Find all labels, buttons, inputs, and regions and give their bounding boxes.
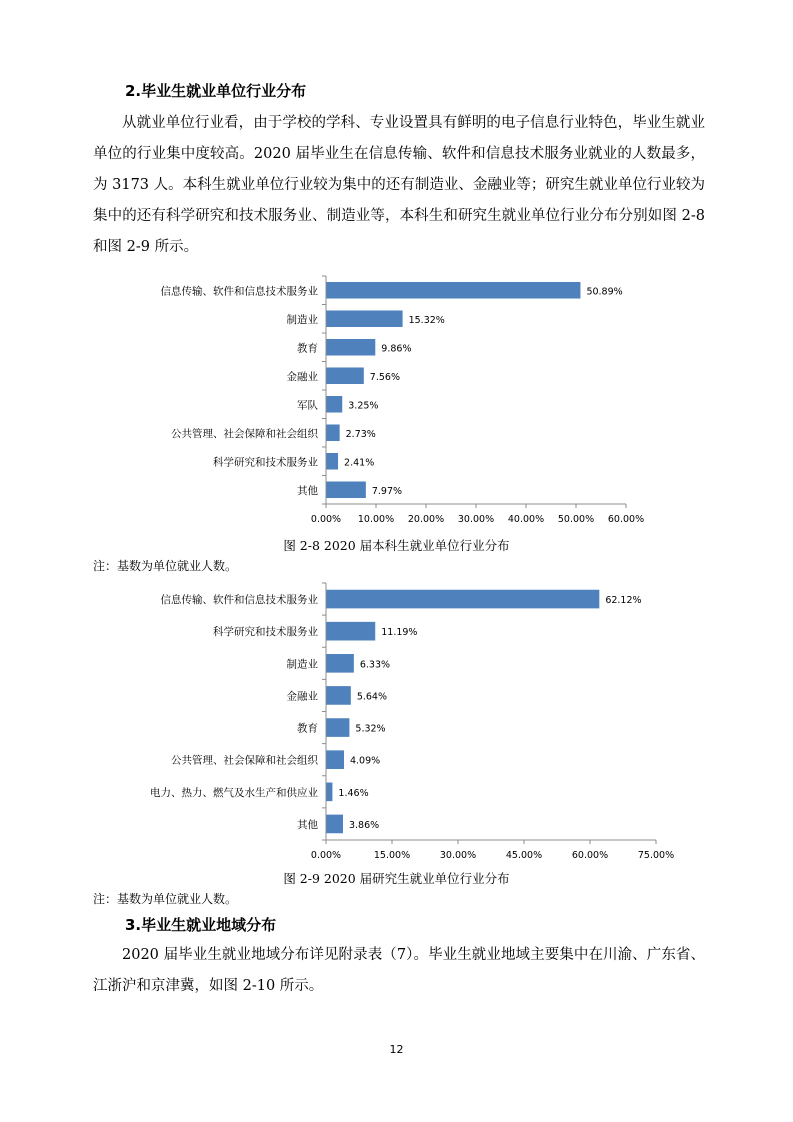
x-tick-label: 45.00%	[505, 850, 543, 861]
category-label: 其他	[297, 484, 318, 497]
section-3-heading: 3.毕业生就业地域分布	[125, 916, 277, 934]
data-label: 3.25%	[348, 400, 379, 412]
x-tick-label: 15.00%	[373, 850, 411, 861]
bar	[327, 481, 366, 498]
x-tick-label: 60.00%	[571, 850, 609, 861]
bar	[327, 453, 339, 470]
x-tick-label: 0.00%	[310, 850, 342, 861]
category-label: 金融业	[286, 370, 318, 383]
bar	[327, 339, 376, 356]
bar	[327, 310, 403, 327]
data-label: 1.46%	[338, 787, 369, 799]
bar	[327, 282, 581, 299]
x-tick-label: 30.00%	[457, 514, 495, 525]
x-tick-label: 10.00%	[357, 514, 395, 525]
category-label: 教育	[297, 722, 318, 735]
category-label: 教育	[297, 342, 318, 355]
data-label: 5.64%	[356, 691, 388, 703]
x-tick-label: 20.00%	[407, 514, 445, 525]
bar	[327, 590, 600, 609]
page-number: 12	[389, 1043, 404, 1056]
x-tick-label: 60.00%	[607, 514, 645, 525]
x-tick-label: 40.00%	[507, 514, 545, 525]
chart-graduate-industry	[93, 578, 693, 868]
figure-2-9-caption: 图 2-9 2020 届研究生就业单位行业分布	[283, 871, 510, 886]
data-label: 4.09%	[349, 755, 381, 767]
section-2-paragraph: 从就业单位行业看，由于学校的学科、专业设置具有鲜明的电子信息行业特色，毕业生就业单位的行业集中度较高。2020 届毕业生在信息传输、软件和信息技术服务业就业的人数最多，为 3173 人。本科生就业单位行业较为集中的还有制造业、金融业等；研究生就业单位行业较为集中的还有科学研究和技术服务业、制造业等，本科生和研究生就业单位行业分布分别如图 2-8 和图 2-9 所示。	[93, 115, 705, 255]
category-label: 制造业	[286, 658, 318, 671]
bar	[327, 424, 340, 441]
bar	[327, 750, 344, 769]
chart-undergraduate-industry	[93, 272, 693, 544]
x-tick-label: 50.00%	[557, 514, 595, 525]
section-3-paragraph: 2020 届毕业生就业地域分布详见附录表（7）。毕业生就业地域主要集中在川渝、广东省、江浙沪和京津冀，如图 2-10 所示。	[93, 947, 705, 994]
bar	[327, 718, 350, 737]
bar	[327, 654, 354, 673]
category-label: 其他	[297, 818, 318, 831]
category-label: 军队	[297, 399, 318, 412]
category-label: 公共管理、社会保障和社会组织	[171, 427, 318, 440]
bar	[327, 782, 333, 801]
category-label: 金融业	[286, 690, 318, 703]
x-tick-label: 30.00%	[439, 850, 477, 861]
category-label: 科学研究和技术服务业	[213, 456, 318, 469]
data-label: 2.41%	[344, 457, 375, 469]
data-label: 7.56%	[369, 371, 400, 383]
category-label: 制造业	[286, 313, 318, 326]
category-label: 电力、热力、燃气及水生产和供应业	[150, 786, 318, 799]
section-2-heading: 2.毕业生就业单位行业分布	[125, 82, 307, 100]
bar	[327, 622, 376, 641]
x-tick-label: 0.00%	[310, 514, 342, 525]
data-label: 11.19%	[381, 627, 418, 639]
data-label: 15.32%	[408, 314, 445, 326]
category-label: 信息传输、软件和信息技术服务业	[160, 285, 318, 298]
bar	[327, 396, 343, 413]
data-label: 50.89%	[586, 286, 623, 298]
figure-2-8-note: 注：基数为单位就业人数。	[93, 559, 238, 573]
data-label: 9.86%	[381, 343, 412, 355]
x-tick-label: 75.00%	[637, 850, 675, 861]
figure-2-8-caption: 图 2-8 2020 届本科生就业单位行业分布	[283, 538, 510, 553]
figure-2-9-note: 注：基数为单位就业人数。	[93, 892, 238, 906]
bar	[327, 815, 343, 834]
data-label: 62.12%	[605, 595, 642, 607]
category-label: 科学研究和技术服务业	[213, 626, 318, 639]
bar	[327, 367, 364, 384]
data-label: 2.73%	[345, 428, 376, 440]
category-label: 公共管理、社会保障和社会组织	[171, 754, 318, 767]
bar	[327, 686, 351, 705]
data-label: 7.97%	[371, 485, 403, 497]
category-label: 信息传输、软件和信息技术服务业	[160, 594, 318, 607]
data-label: 3.86%	[348, 819, 380, 831]
data-label: 5.32%	[355, 723, 386, 735]
data-label: 6.33%	[359, 659, 391, 671]
